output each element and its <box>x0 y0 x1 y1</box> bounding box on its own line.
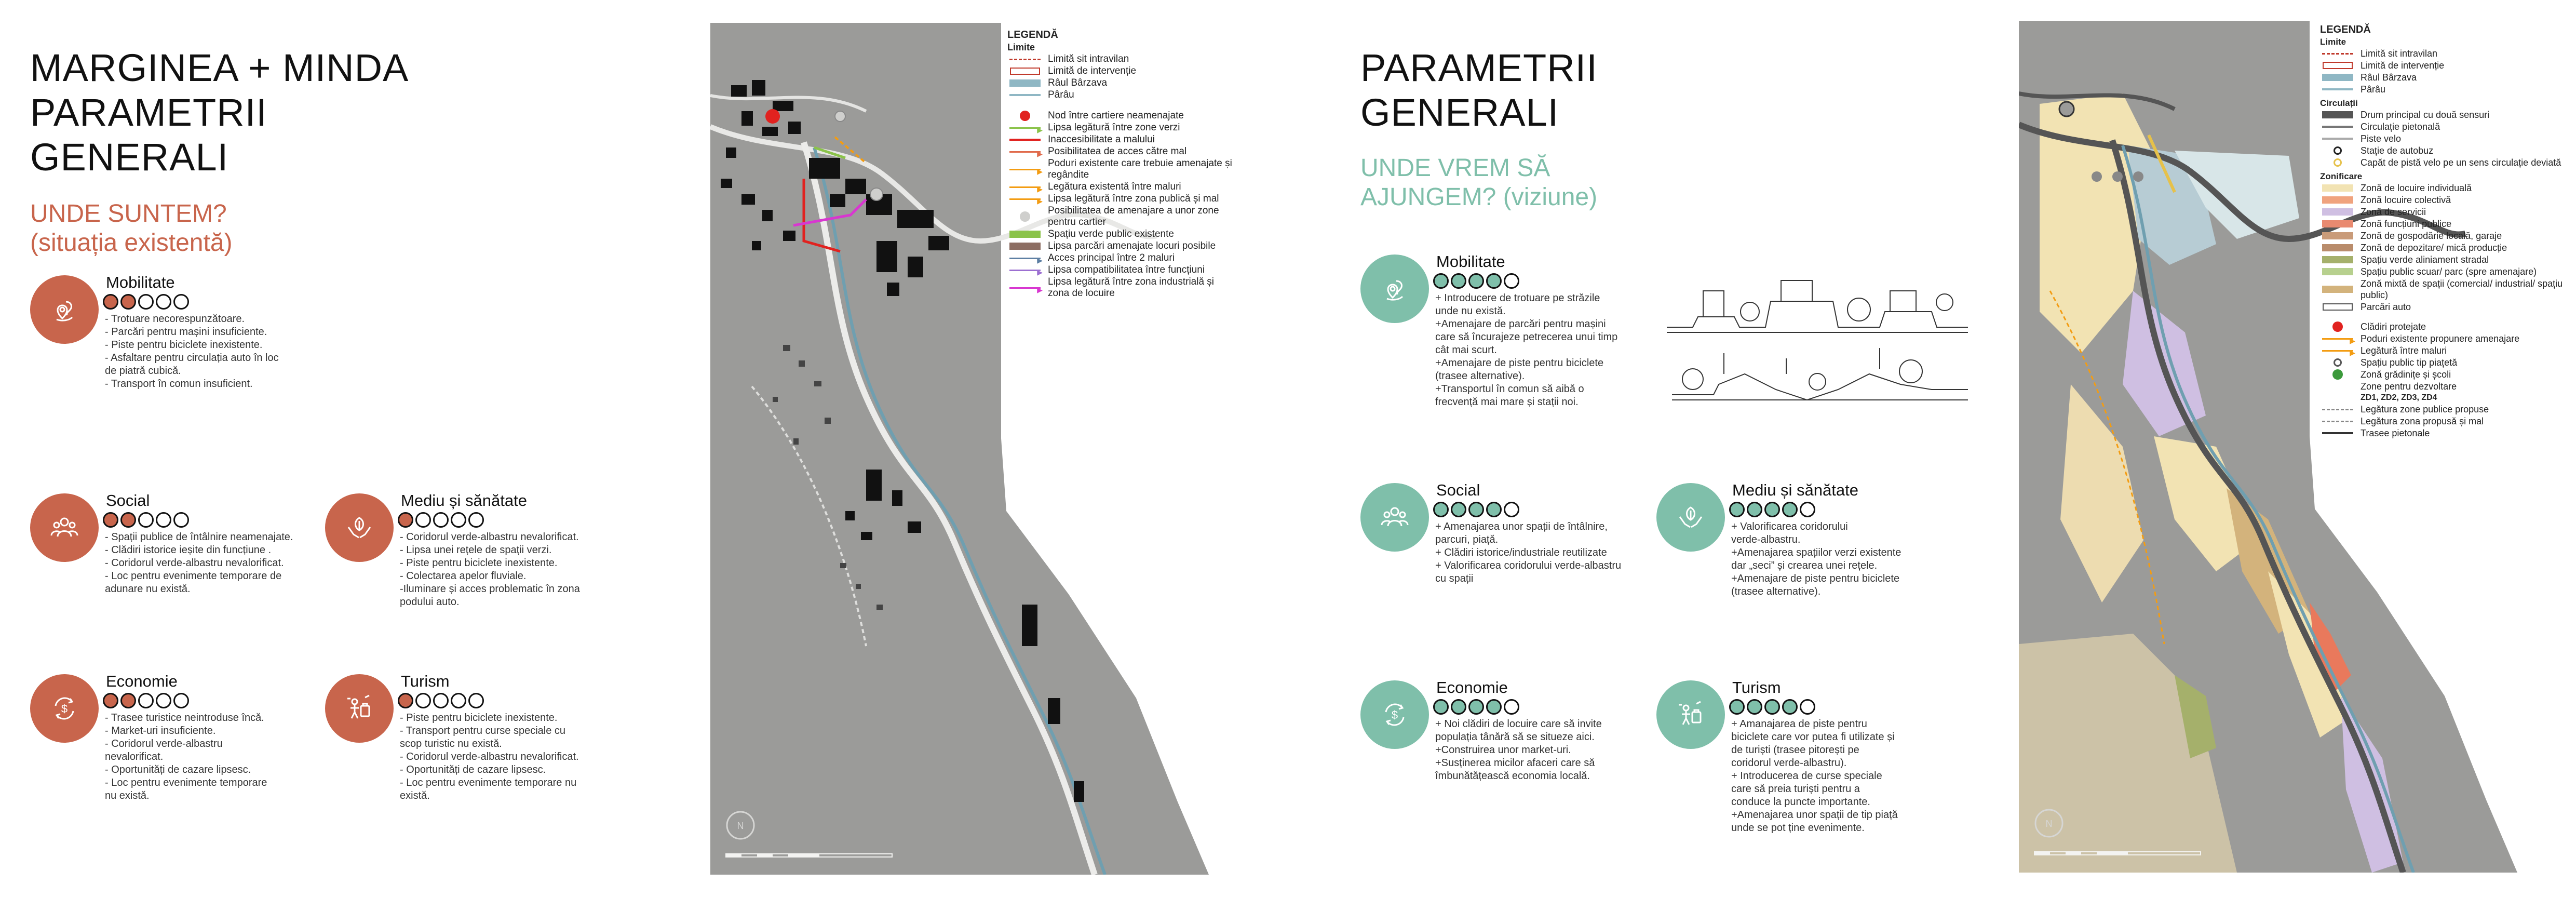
legend-label: Poduri existente care trebuie amenajate și regândite <box>1048 158 1232 180</box>
svg-text:$: $ <box>1391 708 1398 721</box>
legend-entry <box>2320 121 2569 132</box>
legend-swatch <box>1007 79 1043 87</box>
legend-label: Râul Bârzava <box>2361 72 2417 83</box>
subtitle-line: UNDE SUNTEM? <box>30 200 227 227</box>
legend-entry <box>2320 230 2569 242</box>
legend-label: Zone pentru dezvoltare <box>2361 381 2457 392</box>
svg-text:$: $ <box>61 702 68 715</box>
legend-label: Râul Bârzava <box>1048 77 1108 88</box>
rating-dot <box>1504 273 1519 289</box>
leaf-hands-icon <box>325 493 394 562</box>
rating-dot <box>173 512 189 528</box>
legend-limits-heading: Limite <box>2320 37 2346 47</box>
legend-swatch <box>1007 59 1043 60</box>
title-line: PARAMETRII <box>1360 46 1598 89</box>
legend-label: Zonă funcțiuni publice <box>2361 219 2452 229</box>
category-description: - Trotuare necorespunzătoare. - Parcări pentru mașini insuficiente. - Piste pentru biciclete inexistente. - Asfaltare pentru circulația auto în loc de piatră cubică. - Transport în comun insuficient. <box>105 313 279 390</box>
legend-label: Lipsa legătură între zone verzi <box>1048 122 1180 133</box>
legend-entry <box>2320 333 2569 344</box>
legend-label: Drum principal cu două sensuri <box>2361 110 2490 120</box>
legend-entry <box>2320 242 2569 253</box>
legend-entry <box>2320 427 2569 439</box>
legend-entry <box>2320 321 2569 332</box>
rating-dots <box>1433 699 1519 715</box>
legend-swatch <box>1007 94 1043 96</box>
rating-dot <box>173 693 189 708</box>
subtitle-line: (situația existentă) <box>30 229 233 257</box>
category-title: Social <box>106 491 150 510</box>
legend-label: Spațiu verde public existente <box>1048 229 1174 239</box>
rating-dot <box>1468 273 1484 289</box>
bridge-icon: ▶ <box>2320 338 2355 340</box>
legend-entry <box>2320 133 2569 144</box>
legend-swatch <box>2320 126 2355 128</box>
category-title: Economie <box>106 672 178 690</box>
legend-swatch: ▶ <box>1007 127 1043 129</box>
rating-dots <box>103 294 189 310</box>
svg-text:N: N <box>737 821 744 831</box>
legend-entry <box>2320 194 2569 206</box>
category-description: + Introducere de trotuare pe străzile unde nu există. +Amenajare de parcări pentru mașini care să încurajeze petrecerea unui timp cât mai scurt. +Amenajare de piste pentru biciclete (trasee alternative). +Transportul în comun să aibă o frecvență mai mare și stații noi. <box>1435 292 1618 408</box>
legend-label: Lipsa compatibilitatea între funcțiuni <box>1048 264 1205 275</box>
legend-entry <box>1007 158 1236 181</box>
legend-entry <box>1007 264 1236 276</box>
legend-swatch <box>2320 53 2355 55</box>
rating-dot <box>1451 273 1466 289</box>
svg-text:N: N <box>2045 819 2053 829</box>
development-icon <box>2320 383 2355 390</box>
rating-dots <box>1729 699 1815 715</box>
rating-dot <box>1486 699 1502 715</box>
legend-entry <box>2320 266 2569 277</box>
legend-swatch <box>2320 88 2355 90</box>
people-icon <box>30 493 99 562</box>
category-title: Social <box>1436 481 1480 499</box>
legend-swatch <box>2320 208 2355 216</box>
legend-swatch <box>2320 268 2355 275</box>
rating-dot <box>1451 699 1466 715</box>
legend-swatch <box>2320 244 2355 251</box>
legend-label: Limită sit intravilan <box>2361 48 2438 59</box>
category-description: + Amenajarea unor spații de întâlnire, parcuri, piață. + Clădiri istorice/industriale reutilizate + Valorificarea coridorului verde-albastru cu spații <box>1435 521 1622 584</box>
legend-label: Piste velo <box>2361 133 2402 144</box>
legend-swatch <box>1007 243 1043 250</box>
legend-entry <box>2320 157 2569 168</box>
legend-entry <box>1007 146 1236 157</box>
legend-swatch: ▶ <box>1007 151 1043 153</box>
location-pin-icon <box>30 275 99 344</box>
right-legend <box>2320 21 2569 439</box>
legend-entry <box>2320 182 2569 194</box>
legend-swatch: ▶ <box>1007 287 1043 289</box>
rating-dot <box>1764 502 1780 517</box>
legend-swatch <box>2320 74 2355 81</box>
pedestrian-icon <box>2320 432 2355 434</box>
legend-label: Zonă de servicii <box>2361 207 2426 217</box>
rating-dots <box>398 512 484 528</box>
legend-entry <box>1007 65 1236 77</box>
rating-dots <box>1433 273 1519 289</box>
legend-entry <box>2320 345 2569 356</box>
rating-dot <box>1433 699 1449 715</box>
category-title: Mobilitate <box>106 273 175 291</box>
legend-label: Zonă de depozitare/ mică producție <box>2361 243 2507 253</box>
rating-dot <box>120 693 136 708</box>
leaf-hands-icon <box>1656 483 1725 552</box>
category-description: - Spații publice de întâlnire neamenajate. - Clădiri istorice ieșite din funcțiune . - Coridorul verde-albastru nevalorificat. - Loc pentru evenimente temporare de adunare nu există. <box>105 531 293 595</box>
plaza-icon <box>2320 358 2355 367</box>
category-description: + Amanajarea de piste pentru biciclete care vor putea fi utilizate și de turiști (trasee pitorești pe coridorul verde-albastru). + Introducerea de curse speciale care să preia turiști pentru a conduce la puncte importante. +Amenajarea unor spații de tip piață unde se pot ține evenimente. <box>1731 718 1898 834</box>
category-title: Mediu și sănătate <box>401 491 527 510</box>
legend-entry <box>2320 206 2569 218</box>
rating-dots <box>1433 502 1519 517</box>
legend-swatch <box>2320 111 2355 118</box>
legend-swatch <box>2320 146 2355 155</box>
title-line: PARAMETRII <box>30 91 267 134</box>
legend-label: Acces principal între 2 maluri <box>1048 252 1175 263</box>
legend-entry <box>1007 229 1236 240</box>
legend-label: Lipsa legătură între zona publică și mal <box>1048 193 1219 204</box>
river-link-icon <box>2320 421 2355 422</box>
rating-dot <box>398 512 413 528</box>
legend-swatch <box>2320 184 2355 192</box>
legend-label: Limită de intervenție <box>2361 60 2445 71</box>
legend-entry <box>1007 134 1236 145</box>
legend-label: Nod între cartiere neamenajate <box>1048 110 1184 121</box>
rating-dot <box>120 294 136 310</box>
legend-entry <box>1007 193 1236 205</box>
right-panel <box>1329 0 2004 911</box>
legend-entry <box>1007 53 1236 65</box>
legend-entry <box>1007 252 1236 264</box>
legend-entry <box>2320 109 2569 120</box>
legend-entry <box>2320 404 2569 415</box>
rating-dot <box>468 512 484 528</box>
legend-swatch: ▶ <box>1007 270 1043 271</box>
category-description: + Valorificarea coridorului verde-albastru. +Amenajarea spațiilor verzi existente dar „seci” și crearea unei rețele. +Amenajare de piste pentru biciclete (trasee alternative). <box>1731 521 1901 597</box>
legend-limits-heading: Limite <box>1007 42 1035 52</box>
page-subtitle <box>30 199 233 258</box>
legend-zoning <box>2320 182 2569 313</box>
rating-dot <box>1468 502 1484 517</box>
legend-swatch <box>2320 256 2355 263</box>
legend-title: LEGENDĂ <box>2320 24 2371 35</box>
legend-circ-heading: Circulații <box>2320 98 2358 108</box>
legend-label: Zonă locuire colectivă <box>2361 195 2451 205</box>
category-title: Turism <box>401 672 450 690</box>
legend-entry <box>2320 301 2569 313</box>
legend-label: Clădiri protejate <box>2361 321 2426 332</box>
rating-dot <box>415 693 431 708</box>
legend-swatch <box>2320 303 2355 311</box>
legend-entry <box>1007 181 1236 193</box>
page-subtitle <box>1360 154 1597 212</box>
rating-dot <box>173 294 189 310</box>
subtitle-line: AJUNGEM? (viziune) <box>1360 183 1598 211</box>
legend-label: Legătura existentă între maluri <box>1048 181 1181 192</box>
legend-label: Posibilitatea de amenajare a unor zone pentru cartier <box>1048 205 1219 227</box>
legend-entry <box>2320 254 2569 265</box>
rating-dot <box>1747 502 1762 517</box>
rating-dot <box>120 512 136 528</box>
legend-swatch <box>1007 111 1043 121</box>
rating-dot <box>156 512 171 528</box>
legend-label: Pârâu <box>2361 84 2386 95</box>
legend-label: Posibilitatea de acces către mal <box>1048 146 1187 157</box>
title-line: GENERALI <box>30 136 229 179</box>
legend-entry <box>2320 278 2569 301</box>
tourist-icon <box>325 674 394 743</box>
legend-swatch: ▶ <box>1007 186 1043 188</box>
school-pin-icon <box>2320 369 2355 380</box>
category-description: - Coridorul verde-albastru nevalorificat. - Lipsa unei rețele de spații verzi. - Piste pentru biciclete inexistente. - Colectarea apelor fluviale. -Iluminare și acces problematic în zona podului auto. <box>400 531 580 608</box>
rating-dot <box>1433 273 1449 289</box>
legend-entry <box>2320 416 2569 427</box>
legend-entry <box>1007 89 1236 101</box>
legend-swatch: ▶ <box>1007 169 1043 170</box>
legend-zon-heading: Zonificare <box>2320 171 2363 181</box>
legend-swatch <box>2320 232 2355 239</box>
legend-entry <box>1007 205 1236 228</box>
legend-swatch <box>2320 138 2355 140</box>
rating-dot <box>451 512 466 528</box>
rating-dot <box>398 693 413 708</box>
link-icon: ▶ <box>2320 350 2355 352</box>
rating-dot <box>468 693 484 708</box>
legend-entry <box>1007 240 1236 252</box>
legend-label: Zonă grădinițe și școli <box>2361 369 2451 380</box>
legend-swatch <box>2320 62 2355 69</box>
legend-items <box>1007 110 1236 299</box>
legend-label: Legătura zona propusă și mal <box>2361 416 2484 426</box>
legend-label: Capăt de pistă velo pe un sens circulație deviată <box>2361 157 2561 168</box>
rating-dot <box>1729 502 1745 517</box>
star-icon <box>2320 321 2355 332</box>
rating-dot <box>1800 502 1815 517</box>
legend-swatch: ▶ <box>1007 198 1043 200</box>
rating-dot <box>1486 273 1502 289</box>
legend-entry <box>2320 369 2569 380</box>
legend-label: Inaccesibilitate a malului <box>1048 134 1155 145</box>
legend-label: Trasee pietonale <box>2361 428 2430 438</box>
rating-dots <box>398 693 484 708</box>
rating-dot <box>103 294 118 310</box>
rating-dot <box>1747 699 1762 715</box>
rating-dot <box>138 512 154 528</box>
rating-dot <box>138 294 154 310</box>
legend-label: Zonă de gospodărie locală, garaje <box>2361 231 2502 241</box>
legend-label: Circulație pietonală <box>2361 122 2440 132</box>
legend-swatch <box>1007 211 1043 222</box>
legend-entry <box>2320 145 2569 156</box>
legend-label: Legătura zone publice propuse <box>2361 404 2489 414</box>
legend-label: Lipsa legătură între zona industrială și zona de locuire <box>1048 276 1215 299</box>
rating-dot <box>1782 502 1798 517</box>
legend-label: Spațiu public tip piațetă <box>2361 357 2458 368</box>
title-line: GENERALI <box>1360 91 1559 134</box>
rating-dots <box>1729 502 1815 517</box>
rating-dot <box>433 693 449 708</box>
legend-label: Zonă de locuire individuală <box>2361 183 2472 193</box>
rating-dot <box>156 693 171 708</box>
left-legend <box>1007 26 1236 300</box>
legend-circulation <box>2320 109 2569 168</box>
legend-swatch <box>2320 286 2355 293</box>
rating-dot <box>1433 502 1449 517</box>
rating-dot <box>1504 502 1519 517</box>
legend-label: Lipsa parcări amenajate locuri posibile <box>1048 240 1216 251</box>
rating-dot <box>156 294 171 310</box>
street-section-sketch <box>1662 270 1973 426</box>
subtitle-line: UNDE VREM SĂ <box>1360 154 1550 182</box>
category-description: - Trasee turistice neintroduse încă. - Market-uri insuficiente. - Coridorul verde-albastru nevalorificat. - Oportunități de cazare lipsesc. - Loc pentru evenimente temporare nu există. <box>105 712 267 801</box>
rating-dot <box>1504 699 1519 715</box>
category-title: Mobilitate <box>1436 252 1505 271</box>
rating-dot <box>451 693 466 708</box>
rating-dot <box>103 512 118 528</box>
title-line: MARGINEA + MINDA <box>30 46 409 89</box>
legend-swatch <box>2320 196 2355 204</box>
legend-label: Parcări auto <box>2361 302 2411 312</box>
legend-entry <box>2320 218 2569 230</box>
legend-entry <box>2320 84 2569 95</box>
legend-entry <box>1007 276 1236 299</box>
legend-entry <box>2320 357 2569 368</box>
legend-limits <box>1007 53 1236 101</box>
legend-label: Limită sit intravilan <box>1048 53 1129 64</box>
legend-swatch <box>1007 68 1043 75</box>
legend-swatch <box>2320 158 2355 167</box>
rating-dot <box>415 512 431 528</box>
legend-title: LEGENDĂ <box>1007 29 1058 41</box>
legend-label: Pârâu <box>1048 89 1074 100</box>
legend-label: Legătură între maluri <box>2361 345 2447 356</box>
legend-label: Poduri existente propunere amenajare <box>2361 333 2520 344</box>
legend-label: Stație de autobuz <box>2361 145 2434 156</box>
legend-swatch <box>2320 220 2355 227</box>
legend-label: Zonă mixtă de spații (comercial/ industrial/ spațiu public) <box>2361 278 2563 300</box>
legend-swatch <box>1007 139 1043 141</box>
legend-entry <box>2320 72 2569 83</box>
location-pin-icon <box>1360 254 1429 323</box>
development-zones-label: ZD1, ZD2, ZD3, ZD4 <box>2361 393 2437 402</box>
category-title: Economie <box>1436 678 1508 696</box>
legend-swatch: ▶ <box>1007 258 1043 259</box>
legend-entry <box>2320 381 2569 392</box>
dollar-cycle-icon <box>30 674 99 743</box>
legend-label: Spațiu public scuar/ parc (spre amenajare) <box>2361 266 2537 277</box>
rating-dot <box>433 512 449 528</box>
category-description: - Piste pentru biciclete inexistente. - Transport pentru curse speciale cu scop turistic nu există. - Coridorul verde-albastru nevalorificat. - Oportunități de cazare lipsesc. - Loc pentru evenimente temporare nu există. <box>400 712 579 801</box>
legend-extra <box>2320 321 2569 439</box>
public-link-icon <box>2320 409 2355 410</box>
legend-entry <box>2320 48 2569 59</box>
left-panel <box>0 0 706 911</box>
legend-entry <box>2320 60 2569 71</box>
category-title: Mediu și sănătate <box>1732 481 1858 499</box>
rating-dots <box>103 693 189 708</box>
category-title: Turism <box>1732 678 1781 696</box>
legend-label: Spațiu verde aliniament stradal <box>2361 254 2489 265</box>
legend-swatch <box>1007 231 1043 238</box>
rating-dot <box>1468 699 1484 715</box>
dollar-cycle-icon <box>1360 680 1429 749</box>
rating-dot <box>1451 502 1466 517</box>
rating-dot <box>1782 699 1798 715</box>
legend-label: Limită de intervenție <box>1048 65 1137 76</box>
rating-dot <box>1486 502 1502 517</box>
legend-entry <box>1007 77 1236 89</box>
page-title <box>30 46 409 180</box>
category-description: + Noi clădiri de locuire care să invite populația tânără să se situeze aici. +Construirea unor market-uri. +Susținerea micilor afaceri care să îmbunătățească economia locală. <box>1435 718 1602 782</box>
rating-dots <box>103 512 189 528</box>
tourist-icon <box>1656 680 1725 749</box>
legend-entry <box>1007 122 1236 133</box>
page-title <box>1360 46 1598 135</box>
legend-entry <box>1007 110 1236 122</box>
rating-dot <box>1800 699 1815 715</box>
rating-dot <box>1729 699 1745 715</box>
rating-dot <box>138 693 154 708</box>
rating-dot <box>1764 699 1780 715</box>
legend-limits <box>2320 48 2569 95</box>
rating-dot <box>103 693 118 708</box>
people-icon <box>1360 483 1429 552</box>
